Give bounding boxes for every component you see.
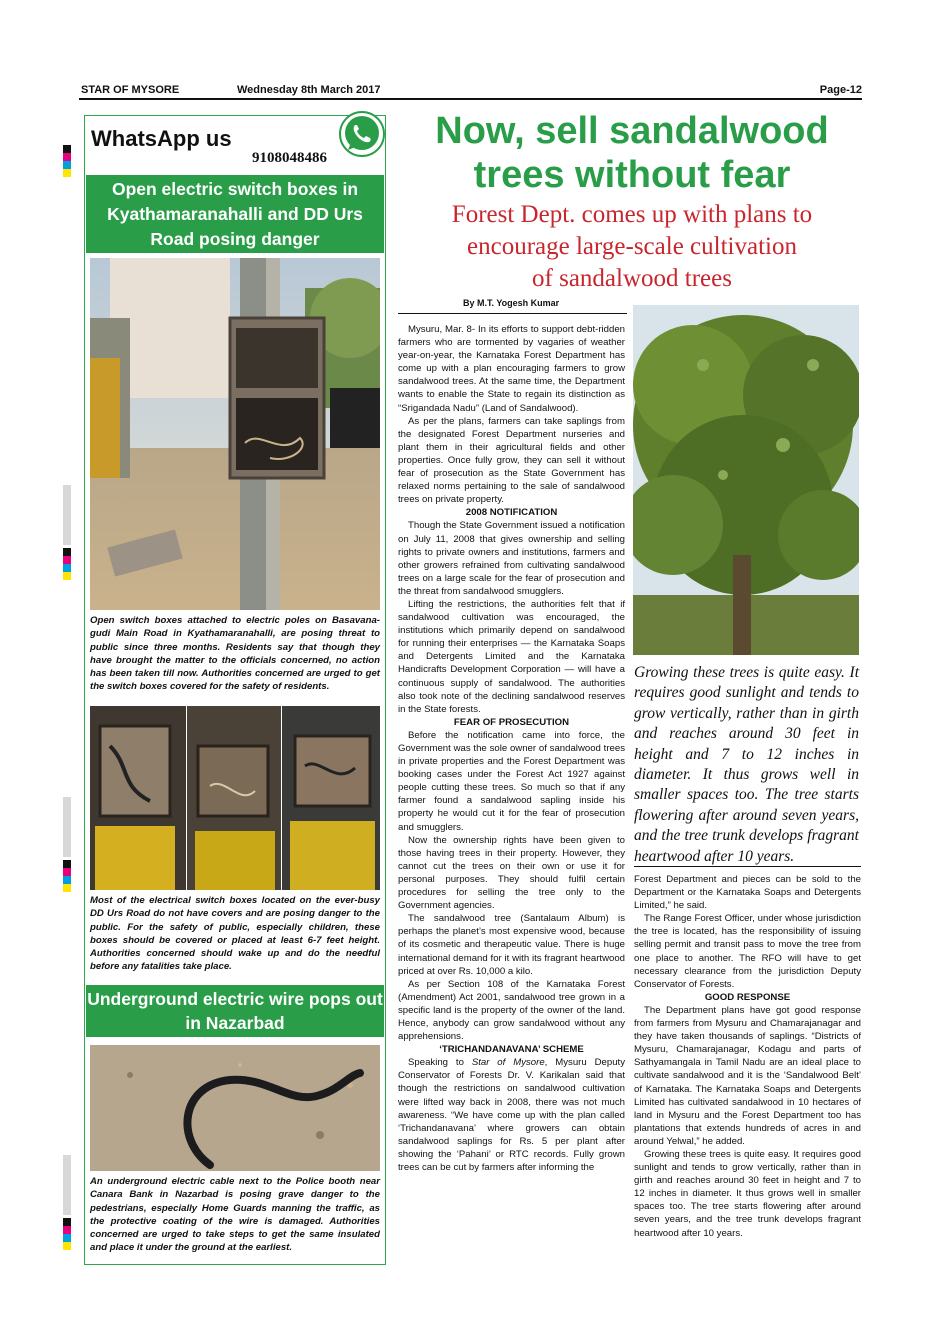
registration-marks [63, 1218, 71, 1250]
story1-caption-2: Most of the electrical switch boxes located on the ever-busy DD Urs Road do not have covers and are posing danger to the public. For the safety of public, especially children, these boxes should be covered or placed at least 6-7 feet height. Authorities concerned should wake up and do the needful before any fatalities take place. [90, 895, 380, 973]
switch-box-photo-2 [90, 706, 380, 890]
paragraph: As per Section 108 of the Karnataka Forest (Amendment) Act 2001, sandalwood tree grown in a specific land is the property of the owner of the land. Hence, anybody can grow sandalwood without any apprehensions. [398, 978, 625, 1043]
sandalwood-tree-photo [633, 305, 859, 655]
story2-headline: Underground electric wire pops out in Nazarbad [86, 985, 384, 1037]
color-bar [63, 485, 71, 545]
whatsapp-icon [338, 110, 386, 158]
page-number: Page-12 [819, 84, 862, 96]
paragraph: Forest Department and pieces can be sold to the Department or the Karnataka Soaps and Detergents Limited,” he said. [634, 874, 861, 912]
main-headline-line2: trees without fear [473, 154, 791, 196]
switch-box-photo-1 [90, 258, 380, 610]
paragraph: Mysuru, Mar. 8- In its efforts to support debt-ridden farmers who are tormented by vagaries of weather year-on-year, the Karnataka Forest Department has come up with a plan encouraging farmers to grow sandalwood trees. At the same time, the Department wants to enable the State to regain its distinction as “Srigandada Nadu” (Land of Sandalwood). [398, 324, 625, 414]
registration-marks [63, 860, 71, 892]
story1-headline: Open electric switch boxes in Kyathamaranahalli and DD Urs Road posing danger [86, 175, 384, 253]
paragraph: Before the notification came into force, the Government was the sole owner of sandalwood trees in private properties and the Forest Department was booking cases under the Forest Act 1927 against people cutting these trees. So much so that if any farmer found a sandalwood sapling inside his property he would cut it for the fear of prosecution and smugglers. [398, 729, 625, 833]
paragraph: Growing these trees is quite easy. It requires good sunlight and tends to grow vertically, rather than in girth and reaches around 30 feet in height and 7 to 12 inches in diameter. It thus grows well in smaller spaces too. The tree starts flowering after around seven years, and the tree trunk develops fragrant heartwood after 10 years. [634, 1148, 861, 1239]
paragraph: Lifting the restrictions, the authorities felt that if sandalwood cultivation was encouraged, the institutions which primarily depend on sandalwood for running their enterprises — the Karnataka Soaps and Detergents Limited and the Karnataka Handicrafts Development Corporation — will have a continuous supply of sandalwood. The authorities also took note of the declining sandalwood reserves in the State forests. [398, 598, 625, 715]
main-column-1 [398, 323, 625, 1174]
byline-rule [398, 313, 627, 314]
whatsapp-title: WhatsApp us [91, 126, 232, 151]
main-headline-line1: Now, sell sandalwood [435, 110, 829, 152]
paragraph: The sandalwood tree (Santalaum Album) is perhaps the planet’s most expensive wood, because of its cosmetic and therapeutic value. There is huge international demand for it with its fragrant heartwood priced at over Rs. 10,000 a kilo. [398, 913, 625, 977]
page-header [79, 84, 862, 99]
wire-photo [90, 1045, 380, 1171]
paragraph: Speaking to Star of Mysore, Mysuru Deputy Conservator of Forests Dr. V. Karikalan said that though the restrictions on sandalwood cultivation were lifted way back in 2008, there was not much awareness. “We have come up with the plan called ‘Trichandanavana’ where growers can obtain sandalwood saplings for Rs. 5 per plant after showing the ‘Pahani’ or RTC records. Fully grown trees can be cut by farmers after informing the [398, 1057, 625, 1173]
main-subhead-line1: Forest Dept. comes up with plans to [451, 201, 813, 228]
quote-rule [634, 866, 861, 867]
registration-marks [63, 548, 71, 580]
paragraph: Though the State Government issued a notification on July 11, 2008 that gives ownership and selling rights to private owners and institutions, farmers and other growers refrained from cultivating sandalwood trees on a large scale for the fear of prosecution and the threat from sandalwood smugglers. [398, 520, 625, 597]
paragraph: As per the plans, farmers can take saplings from the designated Forest Department nurseries and plant them in their agricultural fields and other properties. Once fully grow, they can sell it without fear of prosecution as the State Government has relaxed norms pertaining to the sale of sandalwood trees on private property. [398, 415, 625, 506]
paragraph: The Range Forest Officer, under whose jurisdiction the tree is located, has the responsibility of issuing selling permit and transit pass to move the tree from one place to another. The RFO will have to get necessary clearance from the jurisdiction Deputy Conservator of Forests. [634, 913, 861, 990]
main-subhead-line3: of sandalwood trees [532, 265, 732, 292]
subheading: FEAR OF PROSECUTION [453, 716, 570, 728]
main-subhead-line2: encourage large-scale cultivation [467, 233, 797, 260]
publication-name: STAR OF MYSORE [81, 84, 180, 96]
story2-caption: An underground electric cable next to the Police booth near Canara Bank in Nazarbad is posing grave danger to the pedestrians, especially Home Guards manning the traffic, as the protective coating of the wire is damaged. Authorities concerned are urged to take steps to get the same insulated and place it under the ground at the earliest. [90, 1176, 380, 1254]
story1-caption-1: Open switch boxes attached to electric poles on Basavana-gudi Main Road in Kyathamaranahalli, are posing threat to public since three months. Residents say that though they have brought the matter to the officials concerned, no action has been taken till now. Authorities concerned are urged to get the switch boxes covered for the safety of residents. [90, 615, 380, 693]
paragraph: Now the ownership rights have been given to those having trees in their property. However, they cannot cut the trees on their own or use it for personal purposes. They should fulfil certain procedures for selling the tree only to the Government agencies. [398, 834, 625, 912]
subheading: ‘TRICHANDANAVANA’ SCHEME [439, 1044, 584, 1056]
paragraph: The Department plans have got good response from farmers from Mysuru and Chamarajanagar and they have taken thousands of saplings. “Districts of Mysuru, Chamarajanagar, Kodagu and parts of Sathyamangala in Tamil Nadu are an ideal place to cultivate sandalwood and it is the ‘Sandalwood Belt’ of Karnataka. The Karnataka Soaps and Detergents Limited has cultivated sandalwood in 10 hectares of land in Mysuru and the Forest Department too has plantations that extends hundreds of acres in and around Yelwal,” he added. [634, 1004, 861, 1147]
whatsapp-phone: 9108048486 [252, 150, 327, 166]
registration-marks [63, 145, 71, 177]
header-rule [79, 98, 862, 100]
issue-date: Wednesday 8th March 2017 [237, 84, 381, 96]
color-bar [63, 1155, 71, 1215]
main-column-2 [634, 873, 861, 1240]
subheading: GOOD RESPONSE [704, 991, 791, 1003]
byline: By M.T. Yogesh Kumar [463, 298, 560, 308]
color-bar [63, 797, 71, 857]
pull-quote: Growing these trees is quite easy. It requires good sunlight and tends to grow vertically, rather than in girth and reaches around 30 feet in height and 7 to 12 inches in diameter. It thus grows well in smaller spaces too. The tree starts flowering after around seven years, and the tree trunk develops fragrant heartwood after 10 years. [634, 664, 859, 865]
subheading: 2008 NOTIFICATION [465, 507, 558, 519]
